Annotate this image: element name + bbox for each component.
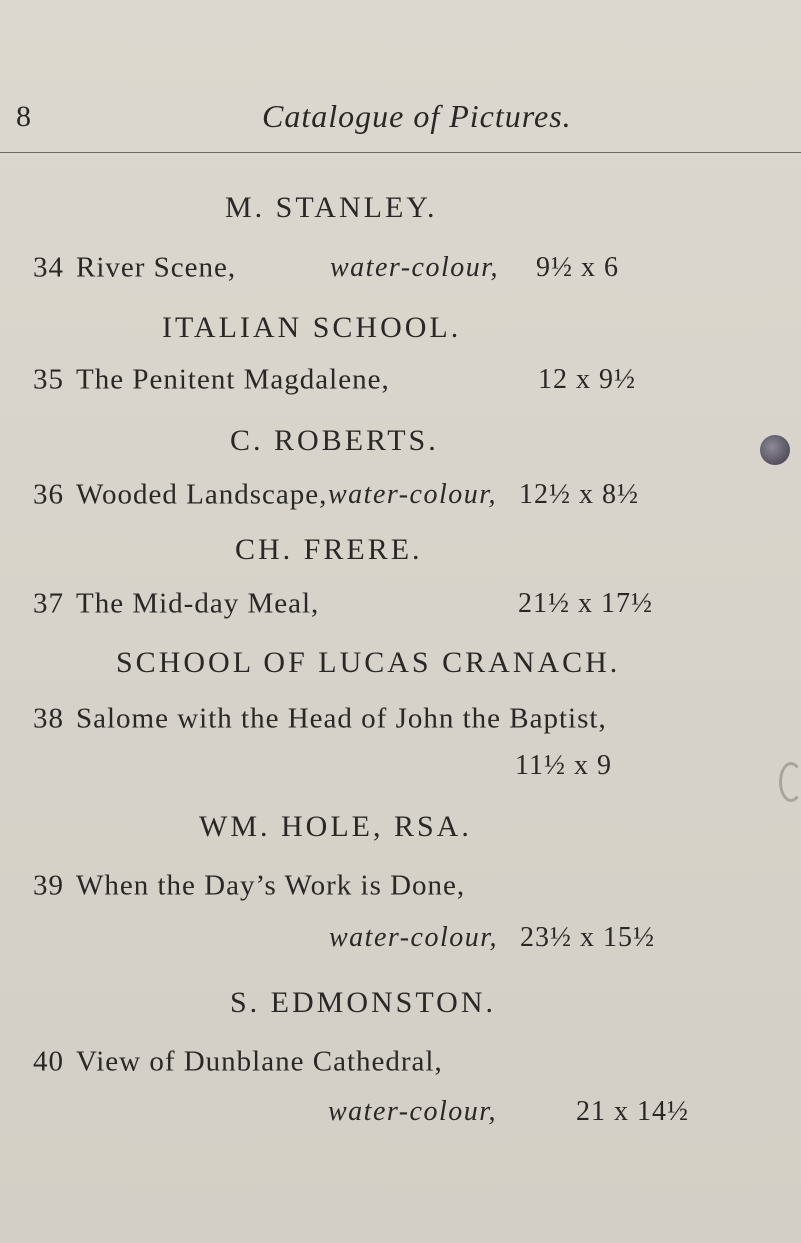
catalogue-entry-36 <box>33 478 328 511</box>
paper-mark <box>779 762 801 802</box>
entry-medium: water-colour, <box>329 922 499 953</box>
catalogue-entry-35 <box>33 363 390 396</box>
catalogue-entry-40 <box>33 1045 443 1078</box>
entry-size: 21 x 14½ <box>576 1096 689 1127</box>
artist-heading-frere: CH. FRERE. <box>235 533 423 566</box>
entry-number: 40 <box>33 1045 64 1078</box>
artist-heading-edmonston: S. EDMONSTON. <box>230 986 496 1019</box>
entry-medium: water-colour, <box>330 252 500 283</box>
entry-title: River Scene, <box>76 251 237 284</box>
catalogue-entry-37 <box>33 587 320 620</box>
entry-number: 34 <box>33 251 64 284</box>
entry-title: The Mid-day Meal, <box>76 587 320 620</box>
entry-number: 37 <box>33 587 64 620</box>
entry-number: 38 <box>33 702 64 735</box>
artist-heading-lucas-cranach: SCHOOL OF LUCAS CRANACH. <box>116 646 621 679</box>
header-rule <box>0 152 801 153</box>
page-number: 8 <box>16 100 31 133</box>
entry-size: 9½ x 6 <box>536 252 619 283</box>
entry-number: 36 <box>33 478 64 511</box>
entry-title: View of Dunblane Cathedral, <box>76 1045 443 1078</box>
entry-number: 39 <box>33 869 64 902</box>
entry-title: The Penitent Magdalene, <box>76 363 390 396</box>
entry-size: 21½ x 17½ <box>518 588 653 619</box>
artist-heading-italian-school: ITALIAN SCHOOL. <box>162 311 462 344</box>
entry-size: 23½ x 15½ <box>520 922 655 953</box>
ink-blot <box>760 435 790 465</box>
entry-size: 12 x 9½ <box>538 364 636 395</box>
artist-heading-stanley: M. STANLEY. <box>225 191 438 224</box>
artist-heading-hole: WM. HOLE, RSA. <box>199 810 472 843</box>
entry-number: 35 <box>33 363 64 396</box>
entry-medium: water-colour, <box>328 1096 498 1127</box>
entry-medium: water-colour, <box>328 479 498 510</box>
artist-heading-roberts: C. ROBERTS. <box>230 424 439 457</box>
catalogue-entry-34 <box>33 251 237 284</box>
running-title: Catalogue of Pictures. <box>262 98 572 134</box>
entry-title: Wooded Landscape, <box>76 478 328 511</box>
catalogue-entry-38 <box>33 702 607 735</box>
entry-size: 11½ x 9 <box>515 750 612 781</box>
catalogue-entry-39 <box>33 869 466 902</box>
entry-title: Salome with the Head of John the Baptist, <box>76 702 607 735</box>
entry-size: 12½ x 8½ <box>519 479 639 510</box>
entry-title: When the Day’s Work is Done, <box>76 869 466 902</box>
